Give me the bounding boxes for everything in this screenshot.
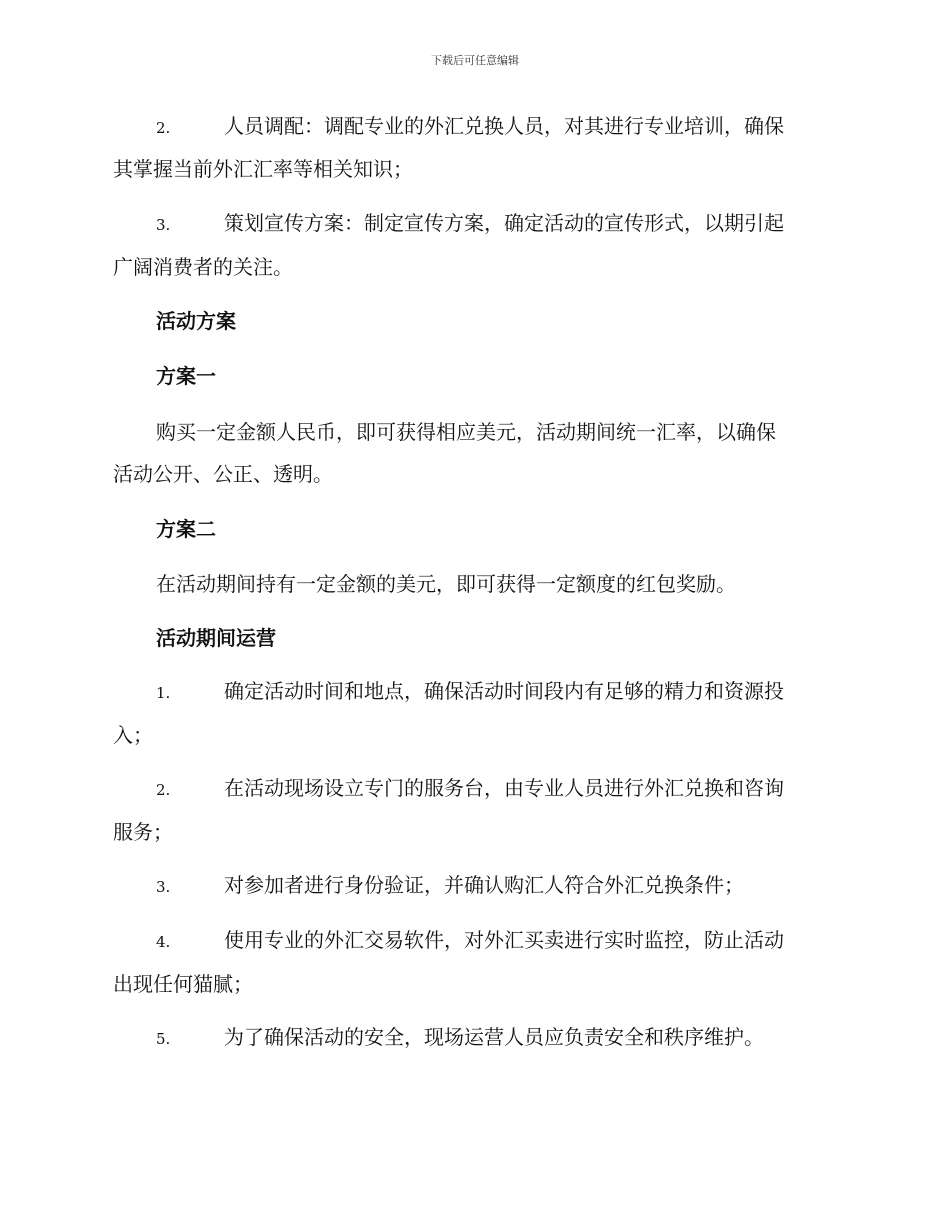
paragraph-line: 广阔消费者的关注。: [113, 255, 293, 279]
list-number: 1.: [156, 684, 171, 702]
section-heading-plan: 活动方案: [156, 309, 236, 333]
paragraph-line: 其掌握当前外汇汇率等相关知识；: [113, 157, 413, 181]
list-number: 2.: [156, 781, 171, 799]
list-number: 5.: [156, 1030, 171, 1048]
paragraph-line: 服务；: [113, 820, 173, 844]
section-heading-ops: 活动期间运营: [156, 626, 276, 650]
list-number: 3.: [156, 216, 171, 234]
paragraph-line: 确定活动时间和地点，确保活动时间段内有足够的精力和资源投: [224, 679, 784, 703]
paragraph-line: 活动公开、公正、透明。: [113, 462, 333, 486]
paragraph-line: 人员调配：调配专业的外汇兑换人员，对其进行专业培训，确保: [224, 114, 784, 138]
list-number: 2.: [156, 119, 171, 137]
plan2-heading: 方案二: [156, 517, 216, 541]
paragraph-line: 购买一定金额人民币，即可获得相应美元，活动期间统一汇率，以确保: [156, 420, 776, 444]
paragraph-line: 入；: [113, 723, 153, 747]
paragraph-line: 在活动期间持有一定金额的美元，即可获得一定额度的红包奖励。: [156, 572, 736, 596]
paragraph-line: 在活动现场设立专门的服务台，由专业人员进行外汇兑换和咨询: [224, 776, 784, 800]
paragraph-line: 出现任何猫腻；: [113, 972, 253, 996]
list-number: 4.: [156, 933, 171, 951]
list-number: 3.: [156, 878, 171, 896]
paragraph-line: 策划宣传方案：制定宣传方案，确定活动的宣传形式，以期引起: [224, 211, 784, 235]
page-header: 下载后可任意编辑: [431, 54, 519, 67]
paragraph-line: 对参加者进行身份验证，并确认购汇人符合外汇兑换条件；: [224, 873, 744, 897]
paragraph-line: 使用专业的外汇交易软件，对外汇买卖进行实时监控，防止活动: [224, 928, 784, 952]
plan1-heading: 方案一: [156, 364, 216, 388]
paragraph-line: 为了确保活动的安全，现场运营人员应负责安全和秩序维护。: [224, 1025, 764, 1049]
